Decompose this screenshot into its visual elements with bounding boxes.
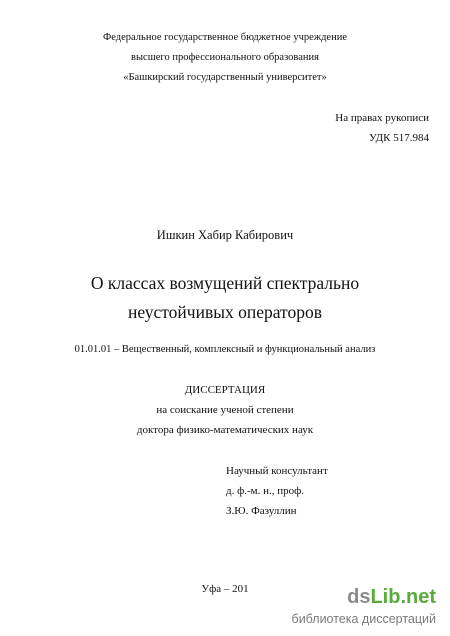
author-name: Ишкин Хабир Кабирович <box>156 228 294 242</box>
thesis-type: ДИССЕРТАЦИЯ <box>184 384 266 396</box>
thesis-degree-line-1: на соискание ученой степени <box>156 404 294 416</box>
consultant-name: З.Ю. Фазуллин <box>226 505 297 517</box>
specialty-code: 01.01.01 – Вещественный, комплексный и функциональный анализ <box>74 344 376 355</box>
institution-line-3: «Башкирский государственный университет» <box>123 72 327 83</box>
consultant-label: Научный консультант <box>226 465 328 477</box>
consultant-degree: д. ф.-м. н., проф. <box>226 485 304 497</box>
thesis-degree-line-2: доктора физико-математических наук <box>136 424 314 436</box>
dslib-logo <box>347 586 436 609</box>
thesis-title-line-2: неустойчивых операторов <box>128 302 322 322</box>
manuscript-rights-label: На правах рукописи <box>335 112 429 124</box>
udk-code: УДК 517.984 <box>368 132 429 144</box>
dslib-logo-part1: ds <box>347 586 371 608</box>
institution-line-2: высшего профессионального образования <box>131 52 319 63</box>
thesis-title-line-1: О классах возмущений спектрально <box>90 273 360 293</box>
city-year: Уфа – 201 <box>201 583 249 595</box>
institution-line-1: Федеральное государственное бюджетное учреждение <box>102 32 347 43</box>
dslib-logo-part2: Lib.net <box>370 586 436 608</box>
dslib-watermark <box>290 584 450 636</box>
dslib-subtitle: библиотека диссертаций <box>291 612 436 626</box>
